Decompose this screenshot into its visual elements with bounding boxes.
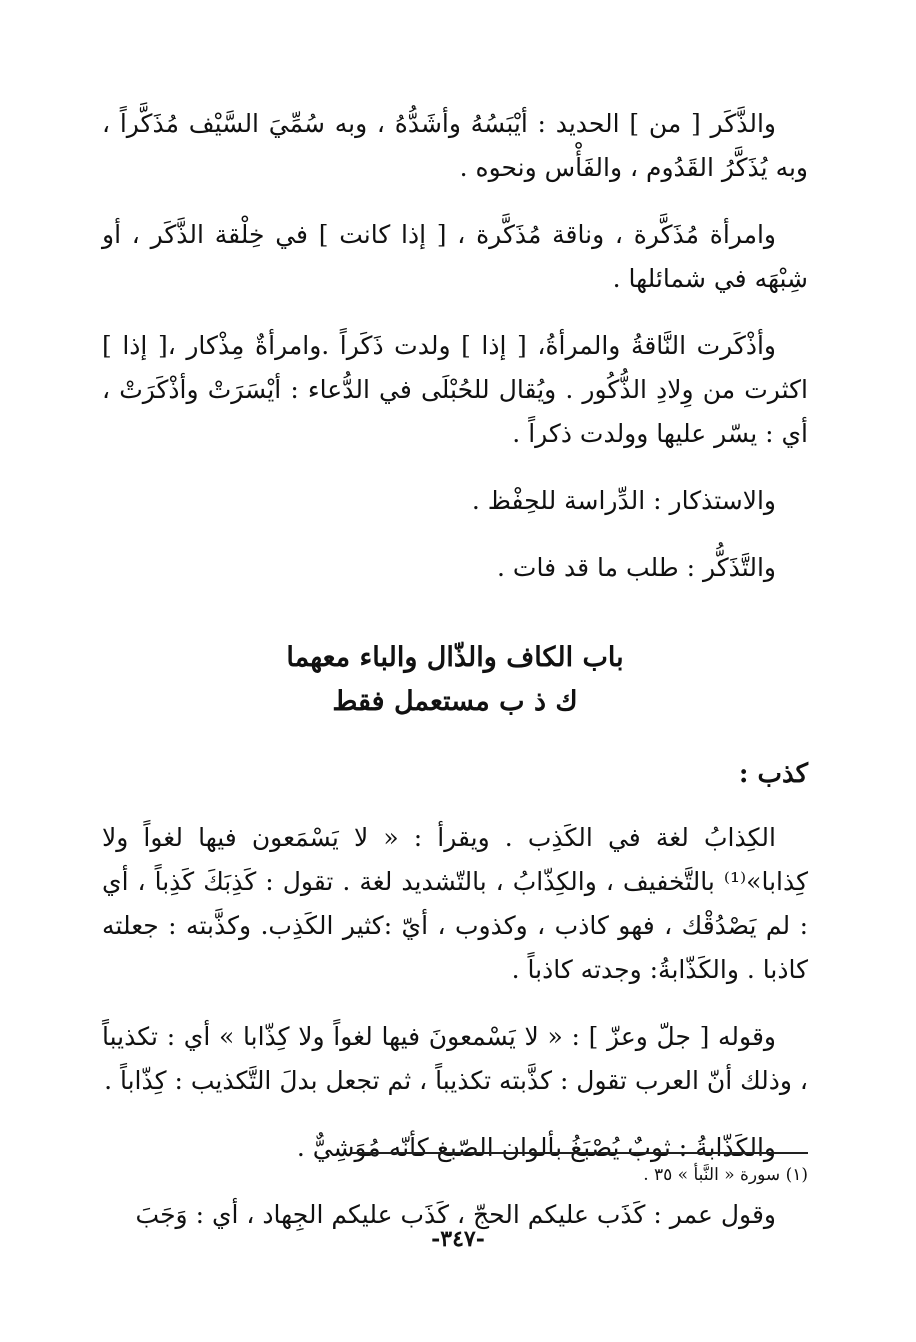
chapter-heading-line1: باب الكاف والذّال والباء معهما bbox=[286, 642, 624, 673]
paragraph-kadhdhaba-garment: والكَذّابةُ : ثوبٌ يُصْبَغُ بألوان الصّبغ كأنّه مُوَشِيٌّ . bbox=[296, 1133, 776, 1162]
paragraph-dhakar-iron: والذَّكَر [ من ] الحديد : أيْبَسُهُ وأشَدُّهُ ، وبه سُمِّيَ السَّيْف مُذَكَّراً ، وبه يُذَكَّرُ القَدُوم ، والفَأْس ونحوه . bbox=[102, 109, 808, 182]
entry-word-kadhab: كذب : bbox=[738, 759, 808, 789]
paragraph-quran-verse: وقوله [ جلّ وعزّ ] : « لا يَسْمعونَ فيها لغواً ولا كِذّابا » أي : تكذيباً ، وذلك أنّ العرب تقول : كذَّبته تكذيباً ، ثم تجعل بدلَ التَّكذيب : كِذّاباً . bbox=[102, 1022, 808, 1095]
paragraph-omar-saying: وقول عمر : كَذَب عليكم الحجّ ، كَذَب عليكم الجِهاد ، أي : وَجَبَ bbox=[135, 1200, 776, 1229]
page-number: -٣٤٧- bbox=[431, 1226, 485, 1252]
footnote: (١) سورة « النَّبأ » ٣٥ . bbox=[643, 1165, 808, 1185]
page-body bbox=[102, 102, 808, 1260]
chapter-heading-line2: ك ذ ب مستعمل فقط bbox=[332, 686, 578, 717]
paragraph-mudhakkara: وامرأة مُذَكَّرة ، وناقة مُذَكَّرة ، [ إذا كانت ] في خِلْقة الذَّكَر ، أو شِبْهَه في شمائلها . bbox=[102, 220, 808, 293]
paragraph-tadhakkur: والتَّذَكُّر : طلب ما قد فات . bbox=[497, 553, 776, 582]
chapter-heading bbox=[102, 636, 808, 724]
paragraph-istidhkar: والاستذكار : الدِّراسة للحِفْظ . bbox=[471, 486, 776, 515]
paragraph-adhkarat: وأذْكَرت النَّاقةُ والمرأةُ، [ إذا ] ولدت ذَكَراً .وامرأةٌ مِذْكار ،[ إذا ] اكثرت من وِلادِ الذُّكُور . ويُقال للحُبْلَى في الدُّعاء : أيْسَرَتْ وأذْكَرَتْ ، أي : يسّر عليها وولدت ذكراً . bbox=[102, 331, 808, 448]
footnote-divider bbox=[351, 1152, 808, 1154]
paragraph-kidhab: الكِذابُ لغة في الكَذِب . ويقرأ : « لا يَسْمَعون فيها لغواً ولا كِذابا»⁽¹⁾ بالتَّخفيف ، والكِذّابُ ، بالتّشديد لغة . تقول : كَذِبَكَ كَذِباً ، أي : لم يَصْدُقْك ، فهو كاذب ، وكذوب ، أيّ :كثير الكَذِب. وكذَّبته : جعلته كاذبا . والكَذّابةُ: وجدته كاذباً . bbox=[102, 823, 808, 984]
